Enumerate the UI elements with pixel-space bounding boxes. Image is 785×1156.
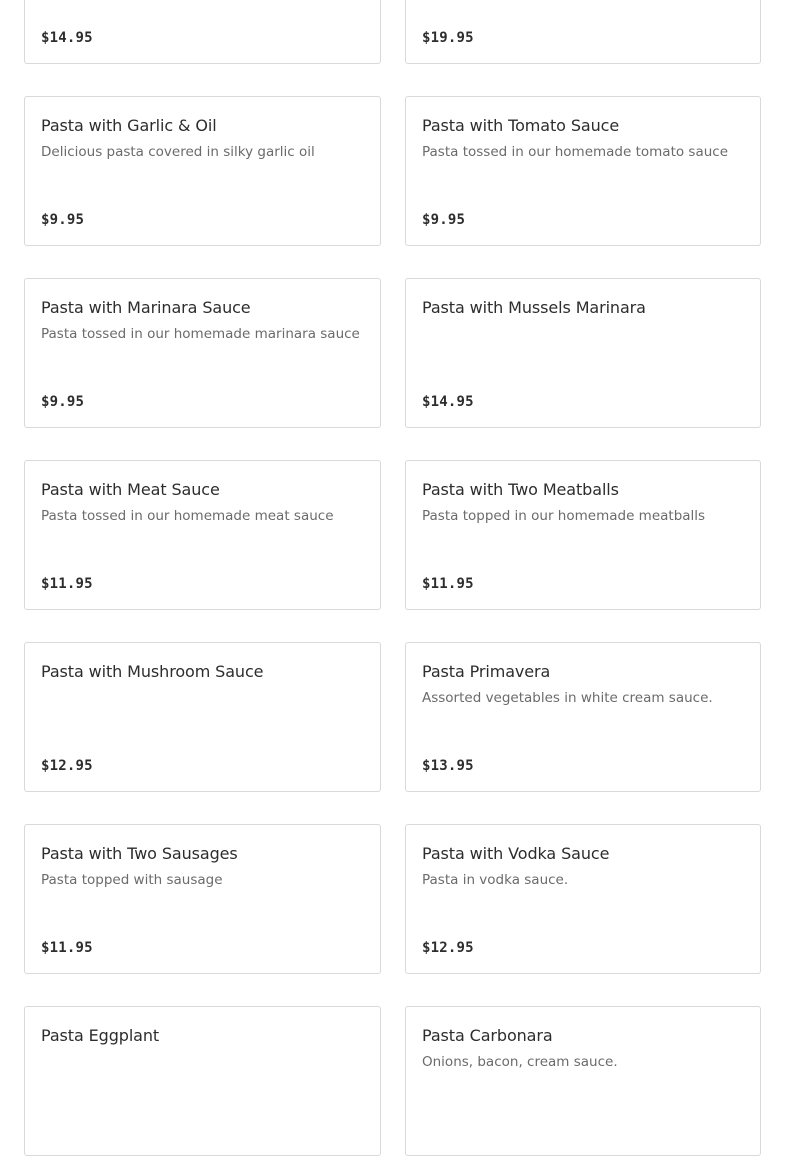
menu-item-card[interactable] <box>24 1006 381 1156</box>
menu-item-description: Pasta topped with sausage <box>41 872 223 888</box>
menu-item-price: $14.95 <box>41 30 93 46</box>
menu-item-price: $14.95 <box>422 394 474 410</box>
menu-item-description: Pasta tossed in our homemade meat sauce <box>41 508 334 524</box>
menu-item-card[interactable] <box>405 278 761 428</box>
menu-item-card[interactable] <box>405 0 761 64</box>
menu-item-price: $9.95 <box>41 394 85 410</box>
menu-item-card[interactable] <box>405 96 761 246</box>
menu-item-card[interactable] <box>24 0 381 64</box>
menu-item-card[interactable] <box>24 642 381 792</box>
menu-item-description: Pasta tossed in our homemade tomato sauce <box>422 144 729 160</box>
menu-item-name: Pasta with Marinara Sauce <box>41 298 251 317</box>
menu-item-name: Pasta with Two Sausages <box>41 844 238 863</box>
menu-item-price: $12.95 <box>41 758 93 774</box>
menu-item-name: Pasta with Vodka Sauce <box>422 844 610 863</box>
menu-item-card[interactable] <box>24 460 381 610</box>
menu-item-price: $11.95 <box>41 940 93 956</box>
menu-item-price: $12.95 <box>422 940 474 956</box>
menu-item-price: $19.95 <box>422 30 474 46</box>
menu-item-name: Pasta with Meat Sauce <box>41 480 220 499</box>
menu-item-description: Assorted vegetables in white cream sauce. <box>422 690 713 706</box>
menu-item-name: Pasta with Garlic & Oil <box>41 116 217 135</box>
menu-item-name: Pasta Primavera <box>422 662 551 681</box>
menu-item-card[interactable] <box>405 1006 761 1156</box>
menu-item-grid <box>24 0 761 1156</box>
menu-item-card[interactable] <box>405 460 761 610</box>
menu-item-card[interactable] <box>24 278 381 428</box>
menu-item-name: Pasta with Two Meatballs <box>422 480 619 499</box>
menu-item-name: Pasta Eggplant <box>41 1026 160 1045</box>
menu-item-price: $11.95 <box>422 576 474 592</box>
menu-item-price: $11.95 <box>41 576 93 592</box>
menu-item-card[interactable] <box>405 824 761 974</box>
menu-item-card[interactable] <box>24 96 381 246</box>
menu-item-description: Delicious pasta covered in silky garlic oil <box>41 144 315 160</box>
menu-item-name: Pasta with Mussels Marinara <box>422 298 646 317</box>
menu-item-price: $9.95 <box>422 212 466 228</box>
menu-item-price: $9.95 <box>41 212 85 228</box>
menu-item-name: Pasta with Tomato Sauce <box>422 116 620 135</box>
menu-item-description: Pasta topped in our homemade meatballs <box>422 508 706 524</box>
menu-item-card[interactable] <box>405 642 761 792</box>
menu-item-description: Onions, bacon, cream sauce. <box>422 1054 618 1070</box>
menu-item-name: Pasta Carbonara <box>422 1026 553 1045</box>
menu-item-price: $13.95 <box>422 758 474 774</box>
menu-item-description: Pasta tossed in our homemade marinara sauce <box>41 326 360 342</box>
menu-item-description: Pasta in vodka sauce. <box>422 872 569 888</box>
menu-item-card[interactable] <box>24 824 381 974</box>
menu-item-name: Pasta with Mushroom Sauce <box>41 662 264 681</box>
